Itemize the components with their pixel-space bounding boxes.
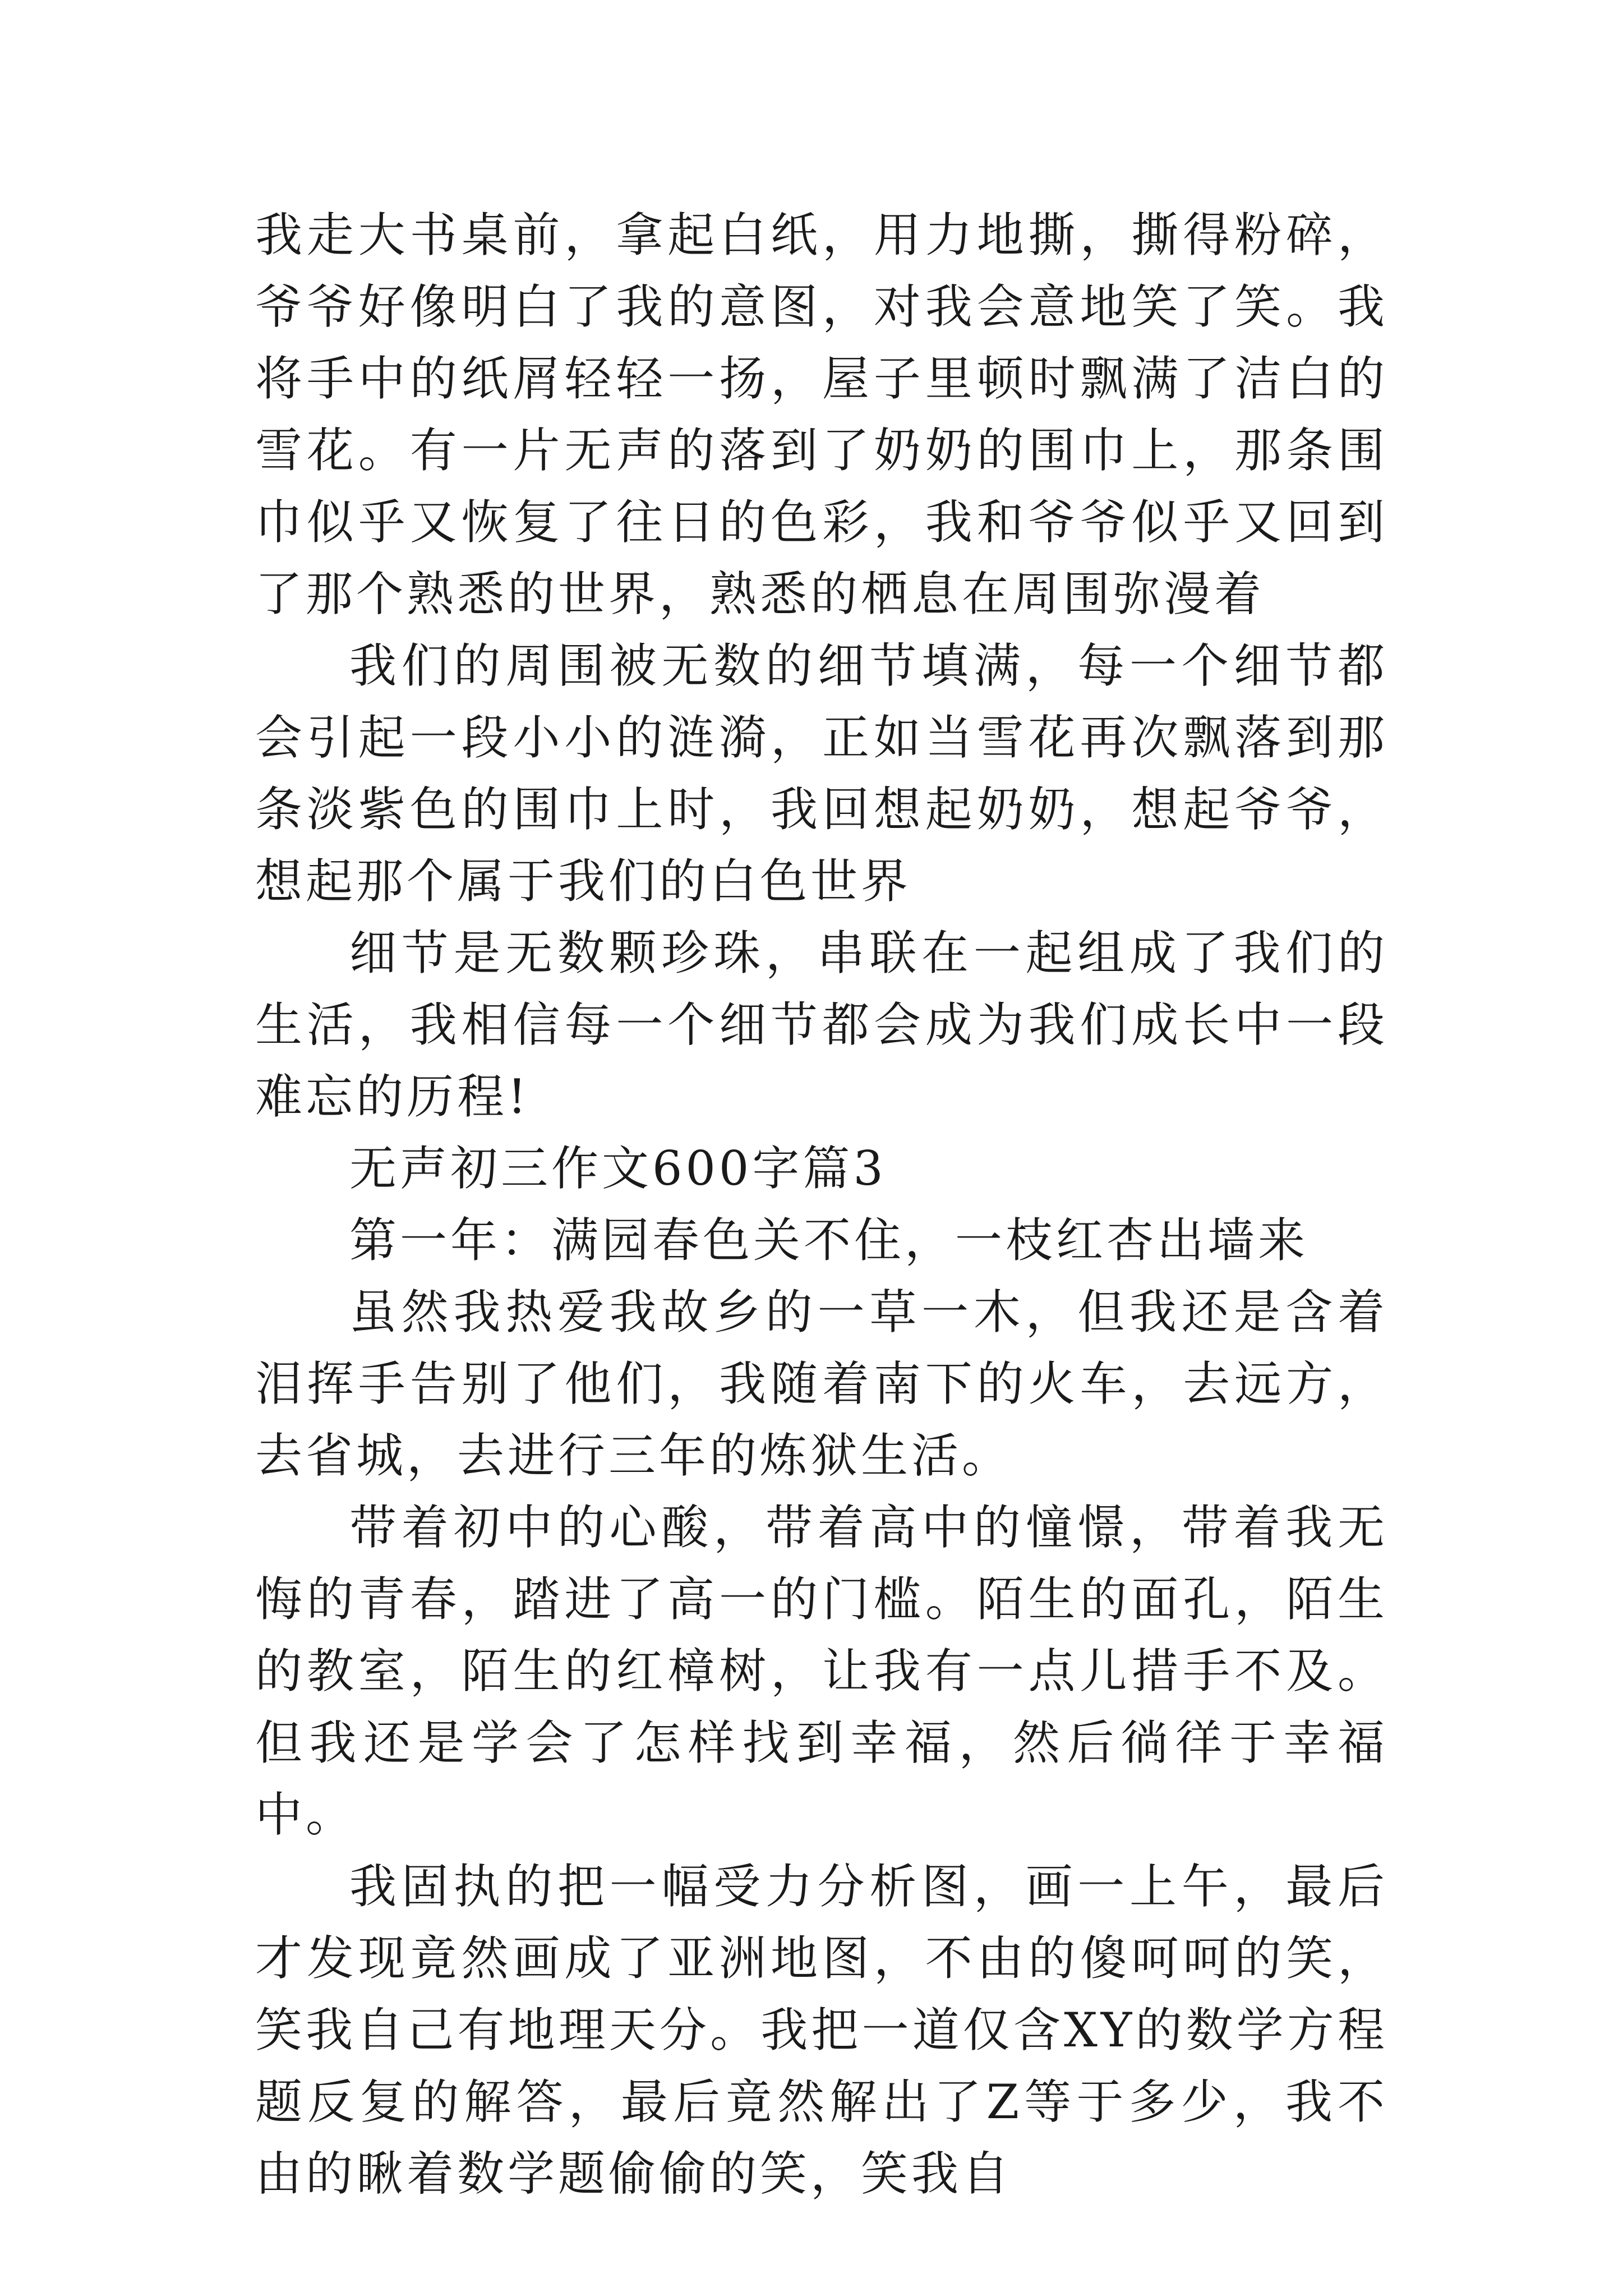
paragraph: 虽然我热爱我故乡的一草一木，但我还是含着泪挥手告别了他们，我随着南下的火车，去远方，去省城，去进行三年的炼狱生活。 [255, 1285, 1388, 1483]
body-text [255, 199, 1388, 2210]
paragraph-continuation: 我走大书桌前，拿起白纸，用力地撕，撕得粉碎，爷爷好像明白了我的意图，对我会意地笑了笑。我将手中的纸屑轻轻一扬，屋子里顿时飘满了洁白的雪花。有一片无声的落到了奶奶的围巾上，那条围巾似乎又恢复了往日的色彩，我和爷爷似乎又回到了那个熟悉的世界，熟悉的栖息在周围弥漫着 [255, 208, 1388, 622]
paragraph: 我固执的把一幅受力分析图，画一上午，最后才发现竟然画成了亚洲地图，不由的傻呵呵的笑，笑我自己有地理天分。我把一道仅含XY的数学方程题反复的解答，最后竟然解出了Z等于多少，我不由的瞅着数学题偷偷的笑，笑我自 [255, 1859, 1388, 2201]
paragraph: 细节是无数颗珍珠，串联在一起组成了我们的生活，我相信每一个细节都会成为我们成长中一段难忘的历程! [255, 926, 1388, 1124]
paragraph: 带着初中的心酸，带着高中的憧憬，带着我无悔的青春，踏进了高一的门槛。陌生的面孔，陌生的教室，陌生的红樟树，让我有一点儿措手不及。但我还是学会了怎样找到幸福，然后徜徉于幸福中。 [255, 1500, 1388, 1842]
subheading: 第一年：满园春色关不住，一枝红杏出墙来 [349, 1213, 1309, 1268]
section-heading: 无声初三作文600字篇3 [349, 1141, 887, 1196]
paragraph: 我们的周围被无数的细节填满，每一个细节都会引起一段小小的涟漪，正如当雪花再次飘落到那条淡紫色的围巾上时，我回想起奶奶，想起爷爷，想起那个属于我们的白色世界 [255, 638, 1388, 909]
